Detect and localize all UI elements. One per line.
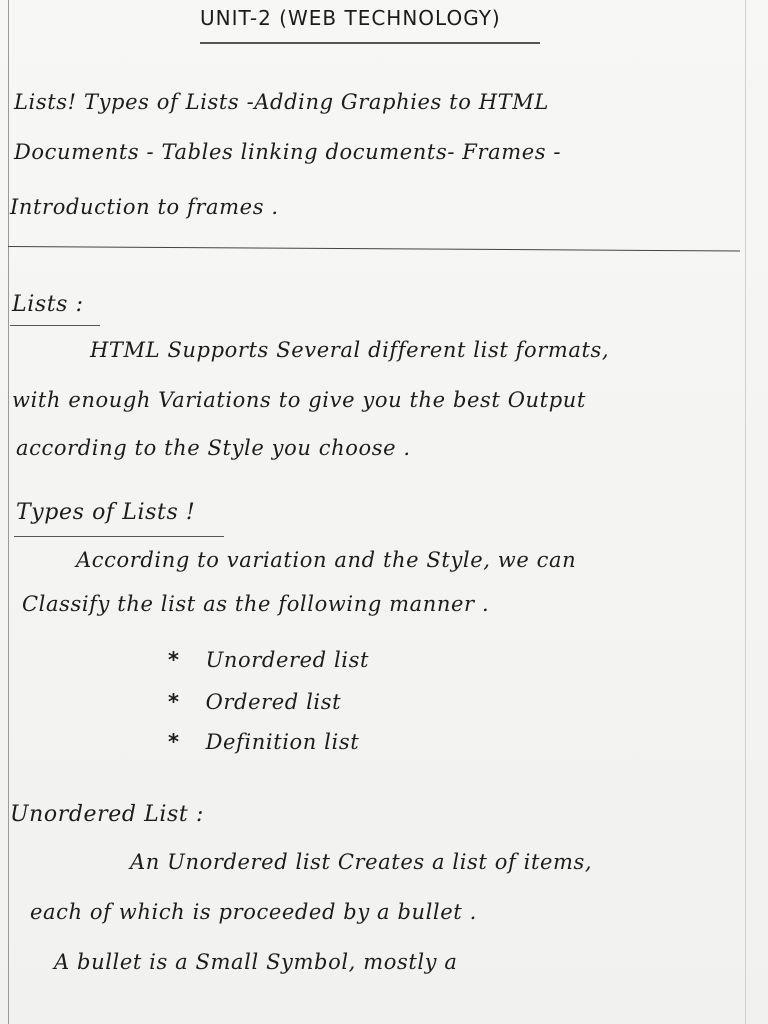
unordered-heading: Unordered List :	[10, 802, 204, 827]
list-item	[168, 730, 359, 754]
syllabus-line-2: Documents - Tables linking documents- Frames -	[14, 140, 562, 164]
types-line-2: Classify the list as the following manner .	[22, 592, 490, 616]
asterisk-bullet: *	[168, 730, 180, 754]
syllabus-line-1: Lists! Types of Lists -Adding Graphies to HTML	[14, 90, 549, 114]
title-underline	[200, 42, 540, 44]
unordered-line-1: An Unordered list Creates a list of items,	[130, 850, 593, 874]
unordered-line-3: A bullet is a Small Symbol, mostly a	[54, 950, 458, 974]
syllabus-line-3: Introduction to frames .	[10, 195, 279, 219]
asterisk-bullet: *	[168, 648, 180, 672]
types-line-1: According to variation and the Style, we can	[76, 548, 577, 572]
unordered-line-2: each of which is proceeded by a bullet .	[30, 900, 477, 924]
lists-heading: Lists :	[12, 292, 84, 317]
lists-line-2: with enough Variations to give you the best Output	[12, 388, 586, 412]
page-edge	[745, 0, 746, 1024]
types-heading: Types of Lists !	[16, 500, 196, 525]
lists-line-1: HTML Supports Several different list formats,	[90, 338, 610, 362]
page-title: UNIT-2 (WEB TECHNOLOGY)	[200, 6, 501, 30]
list-item-label: Unordered list	[205, 648, 370, 672]
list-item	[168, 648, 369, 672]
lists-heading-underline	[10, 325, 100, 326]
list-item-label: Definition list	[205, 730, 360, 754]
list-item-label: Ordered list	[205, 690, 342, 714]
lists-line-3: according to the Style you choose .	[16, 436, 411, 460]
section-divider	[8, 246, 740, 251]
margin-line	[8, 0, 9, 1024]
list-item	[168, 690, 341, 714]
asterisk-bullet: *	[168, 690, 180, 714]
types-heading-underline	[14, 536, 224, 537]
